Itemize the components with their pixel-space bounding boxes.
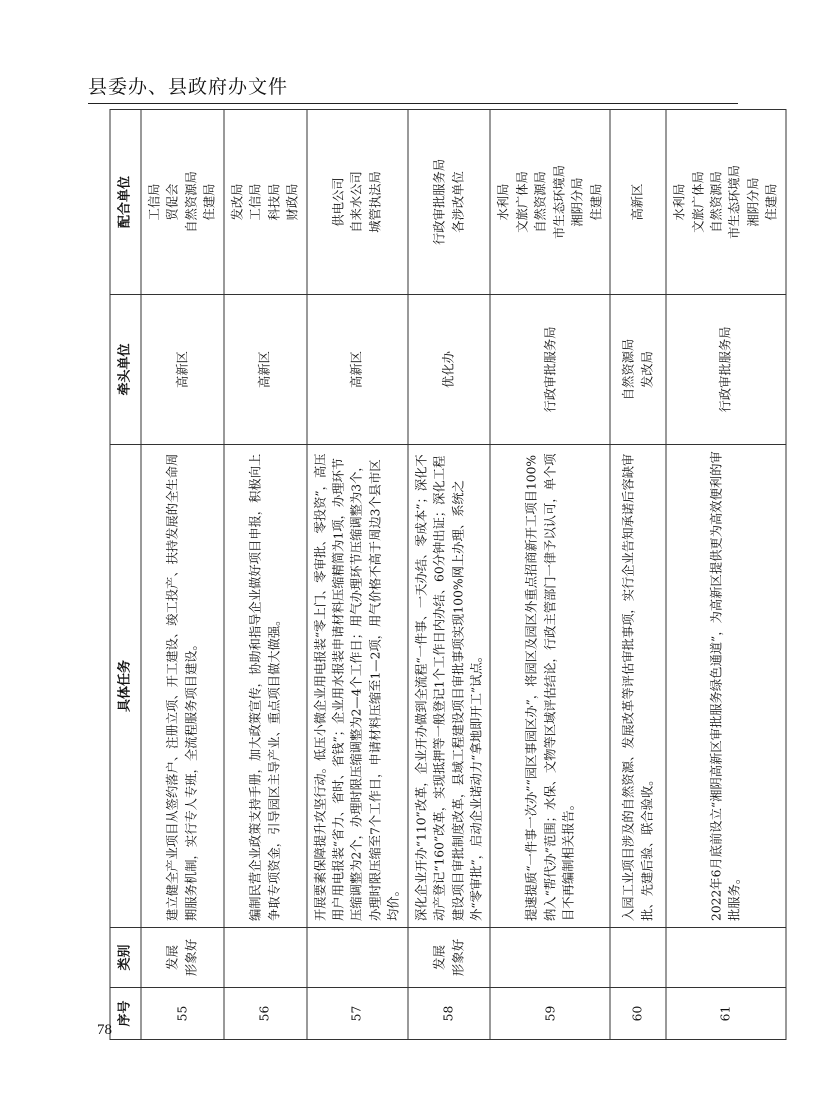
row-number: 58 bbox=[408, 988, 491, 1040]
row-task: 提速提质“一件事一次办”“园区事园区办”，将园区及园区外重点招商新开工项目100%纳入“帮代办”范围；水保、文物等区域评估结论，行政主管部门一律予以认可，单个项目不再编制相关报告。 bbox=[490, 445, 610, 928]
row-support-units bbox=[224, 110, 307, 295]
row-category bbox=[141, 928, 224, 988]
support-unit-line: 住建局 bbox=[589, 183, 604, 221]
support-unit-line: 自然资源局 bbox=[709, 171, 724, 233]
category-line: 发展 bbox=[164, 945, 180, 971]
support-unit-line: 湘阴分局 bbox=[746, 177, 761, 227]
lead-unit-line: 高新区 bbox=[349, 351, 364, 388]
row-lead-unit bbox=[666, 295, 786, 445]
col-header-category: 类别 bbox=[110, 928, 141, 988]
table-row bbox=[224, 110, 307, 1040]
support-unit-line: 自来水公司 bbox=[349, 171, 364, 233]
table-row bbox=[408, 110, 491, 1040]
row-number: 59 bbox=[490, 988, 610, 1040]
lead-unit-line: 自然资源局 bbox=[621, 338, 636, 401]
row-support-units bbox=[307, 110, 408, 295]
table-row bbox=[141, 110, 224, 1040]
row-lead-unit bbox=[307, 295, 408, 445]
support-unit-line: 水利局 bbox=[672, 183, 687, 221]
row-support-units bbox=[490, 110, 610, 295]
support-unit-line: 各涉改单位 bbox=[451, 171, 466, 233]
row-number: 56 bbox=[224, 988, 307, 1040]
category-line: 形象好 bbox=[183, 938, 199, 977]
support-unit-line: 湘阴分局 bbox=[570, 177, 585, 227]
task-table bbox=[110, 109, 787, 1040]
rotated-table-wrapper bbox=[110, 110, 779, 1040]
row-number: 57 bbox=[307, 988, 408, 1040]
category-line: 发展 bbox=[431, 945, 447, 971]
row-support-units bbox=[408, 110, 491, 295]
row-category bbox=[408, 928, 491, 988]
row-category bbox=[307, 928, 408, 988]
category-line: 形象好 bbox=[450, 938, 466, 977]
support-unit-line: 住建局 bbox=[764, 183, 779, 221]
row-task: 建立健全产业项目从签约落户、注册立项、开工建设、竣工投产、扶持发展的全生命周期服务机制，实行专人专班，全流程服务项目建设。 bbox=[141, 445, 224, 928]
support-unit-line: 工信局 bbox=[248, 183, 263, 221]
support-unit-line: 水利局 bbox=[496, 183, 511, 221]
row-number: 61 bbox=[666, 988, 786, 1040]
page-number: 78 bbox=[97, 1022, 112, 1038]
col-header-task: 具体任务 bbox=[110, 445, 141, 928]
row-lead-unit bbox=[408, 295, 491, 445]
support-unit-line: 财政局 bbox=[285, 183, 300, 221]
lead-unit-line: 高新区 bbox=[257, 351, 272, 388]
lead-unit-line: 发改局 bbox=[640, 351, 655, 388]
table-row bbox=[490, 110, 610, 1040]
row-number: 60 bbox=[610, 988, 666, 1040]
table-header-row bbox=[110, 110, 141, 1040]
row-category bbox=[224, 928, 307, 988]
lead-unit-line: 优化办 bbox=[441, 351, 456, 388]
row-task: 2022年6月底前设立“湘阴高新区审批服务绿色通道”，为高新区提供更为高效便利的审批服务。 bbox=[666, 445, 786, 928]
support-unit-line: 市生态环境局 bbox=[727, 165, 742, 239]
support-unit-line: 文旅广体局 bbox=[691, 171, 705, 233]
header-divider bbox=[88, 103, 738, 104]
row-task: 深化企业开办“110”改革，企业开办做到全流程“一件事、一天办结、零成本”；深化不动产登记“160”改革，实现抵押等一般登记1个工作日内办结、60分钟出证；深化工程建设项目审批制度改革，县域工程建设项目审批事项实现100%网上办理、系统之外“零审批”，启动企业诺动力“拿地即开工”试点。 bbox=[408, 445, 491, 928]
support-unit-line: 贸促会 bbox=[165, 183, 180, 221]
lead-unit-line: 高新区 bbox=[175, 351, 190, 388]
row-support-units bbox=[666, 110, 786, 295]
row-category bbox=[490, 928, 610, 988]
row-task: 入园工业项目涉及的自然资源、发展改革等评估审批事项，实行企业告知承诺后容缺审批、先建后验、联合验收。 bbox=[610, 445, 666, 928]
col-header-lead: 牵头单位 bbox=[110, 295, 141, 445]
support-unit-line: 科技局 bbox=[267, 183, 282, 221]
row-category bbox=[610, 928, 666, 988]
support-unit-line: 市生态环境局 bbox=[552, 165, 567, 239]
support-unit-line: 供电公司 bbox=[331, 177, 346, 227]
support-unit-line: 自然资源局 bbox=[184, 171, 199, 233]
row-number: 55 bbox=[141, 988, 224, 1040]
row-lead-unit bbox=[224, 295, 307, 445]
table-row bbox=[307, 110, 408, 1040]
col-header-no: 序号 bbox=[110, 988, 141, 1040]
row-support-units bbox=[610, 110, 666, 295]
table-row bbox=[610, 110, 666, 1040]
support-unit-line: 文旅广体局 bbox=[515, 171, 530, 233]
support-unit-line: 发改局 bbox=[230, 183, 245, 221]
row-lead-unit bbox=[610, 295, 666, 445]
lead-unit-line: 行政审批服务局 bbox=[543, 326, 558, 413]
row-task: 开展要素保障提升攻坚行动。低压小微企业用电报装“零上门、零审批、零投资”，高压用户用电报装“省力、省时、省钱”；企业用水报装申请材料压缩精简为1项，办理环节压缩调整为2个，办理时限压缩调整为2—4个工作日；用气办理环节压缩调整为3个，办理时限压缩至7个工作日，申请材料压缩至1—2项，用气价格不高于周边3个县市区均价。 bbox=[307, 445, 408, 928]
support-unit-line: 自然资源局 bbox=[533, 171, 548, 233]
row-task: 编制民营企业政策支持手册，加大政策宣传，协助和指导企业做好项目申报，积极向上争取专项资金，引导园区主导产业、重点项目做大做强。 bbox=[224, 445, 307, 928]
support-unit-line: 行政审批服务局 bbox=[432, 158, 447, 246]
row-support-units bbox=[141, 110, 224, 295]
support-unit-line: 住建局 bbox=[202, 183, 217, 221]
lead-unit-line: 行政审批服务局 bbox=[718, 326, 733, 413]
table-row bbox=[666, 110, 786, 1040]
row-lead-unit bbox=[141, 295, 224, 445]
support-unit-line: 高新区 bbox=[630, 183, 645, 221]
col-header-support: 配合单位 bbox=[110, 110, 141, 295]
page-header-title: 县委办、县政府办文件 bbox=[88, 76, 289, 98]
table-body bbox=[141, 110, 786, 1040]
support-unit-line: 城管执法局 bbox=[368, 171, 383, 233]
row-lead-unit bbox=[490, 295, 610, 445]
row-category bbox=[666, 928, 786, 988]
support-unit-line: 工信局 bbox=[147, 183, 162, 221]
